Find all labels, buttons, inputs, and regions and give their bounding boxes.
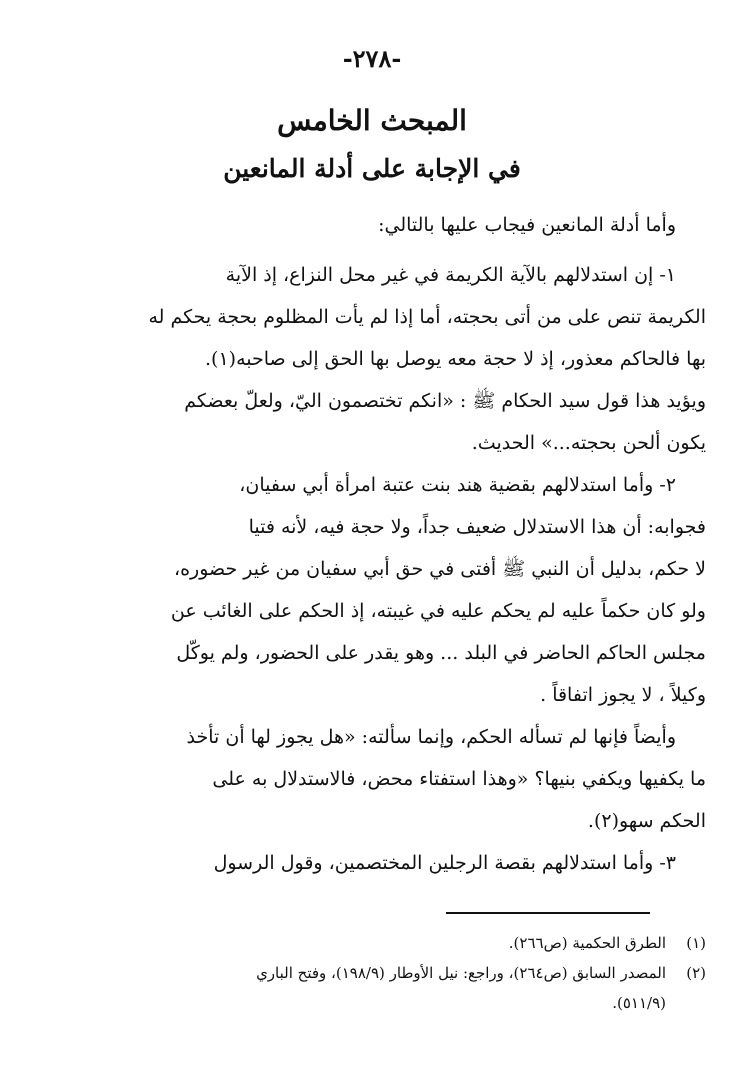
paragraph-line: ولو كان حكماً عليه لم يحكم عليه في غيبته، إذ الحكم على الغائب عن: [170, 600, 706, 622]
footnote-1: [98, 928, 706, 958]
paragraph-line: يكون ألحن بحجته...» الحديث.: [471, 432, 706, 454]
paragraph-3: [98, 716, 706, 842]
paragraph-line: ما يكفيها ويكفي بنيها؟ «وهذا استفتاء محض، فالاستدلال به على: [212, 768, 706, 790]
footnote-line: الطرق الحكمية (ص٢٦٦).: [508, 934, 666, 952]
section-subheading: في الإجابة على أدلة المانعين: [223, 154, 521, 183]
paragraph-line: وأيضاً فإنها لم تسأله الحكم، وإنما سألته: «هل يجوز لها أن تأخذ: [186, 726, 676, 748]
paragraph-line: مجلس الحاكم الحاضر في البلد ... وهو يقدر على الحضور، ولم يوكّل: [176, 642, 706, 664]
paragraph-line: ١- إن استدلالهم بالآية الكريمة في غير محل النزاع، إذ الآية: [225, 264, 676, 286]
section-heading: المبحث الخامس: [277, 104, 467, 137]
intro-paragraph: [98, 204, 706, 246]
paragraph-line: فجوابه: أن هذا الاستدلال ضعيف جداً، ولا حجة فيه، لأنه فتيا: [248, 516, 706, 538]
paragraph-line: لا حكم، بدليل أن النبي ﷺ أفتى في حق أبي سفيان من غير حضوره،: [173, 558, 706, 580]
paragraph-line: ٢- وأما استدلالهم بقضية هند بنت عتبة امرأة أبي سفيان،: [239, 474, 676, 496]
footnote-line: (٥١١/٩).: [612, 994, 666, 1012]
paragraph-line: ويؤيد هذا قول سيد الحكام ﷺ : «انكم تختصمون اليّ، ولعلّ بعضكم: [184, 390, 706, 412]
paragraph-line: الحكم سهو(٢).: [587, 810, 706, 832]
paragraph-1: [98, 254, 706, 380]
footnote-divider: [446, 912, 650, 914]
paragraph-line: ٣- وأما استدلالهم بقصة الرجلين المختصمين، وقول الرسول: [213, 852, 676, 874]
footnotes: [98, 928, 706, 1018]
footnote-text: [98, 958, 666, 1018]
footnote-text: [98, 928, 666, 958]
paragraph-line: وكيلاً ، لا يجوز اتفاقاً .: [540, 684, 706, 706]
footnote-number: (١): [686, 934, 706, 952]
footnote-2: [98, 958, 706, 1018]
paragraph-2: [98, 464, 706, 716]
intro-line: وأما أدلة المانعين فيجاب عليها بالتالي:: [378, 214, 676, 236]
page-number: -٢٧٨-: [342, 44, 402, 73]
paragraph-line: بها فالحاكم معذور، إذ لا حجة معه يوصل بها الحق إلى صاحبه(١).: [205, 348, 706, 370]
paragraph-1-continued: [98, 380, 706, 464]
paragraph-4: [98, 842, 706, 884]
footnote-line: المصدر السابق (ص٢٦٤)، وراجع: نيل الأوطار (١٩٨/٩)، وفتح الباري: [256, 964, 666, 982]
footnote-number: (٢): [686, 964, 706, 982]
paragraph-line: الكريمة تنص على من أتى بحجته، أما إذا لم يأت المظلوم بحجة يحكم له: [148, 306, 706, 328]
